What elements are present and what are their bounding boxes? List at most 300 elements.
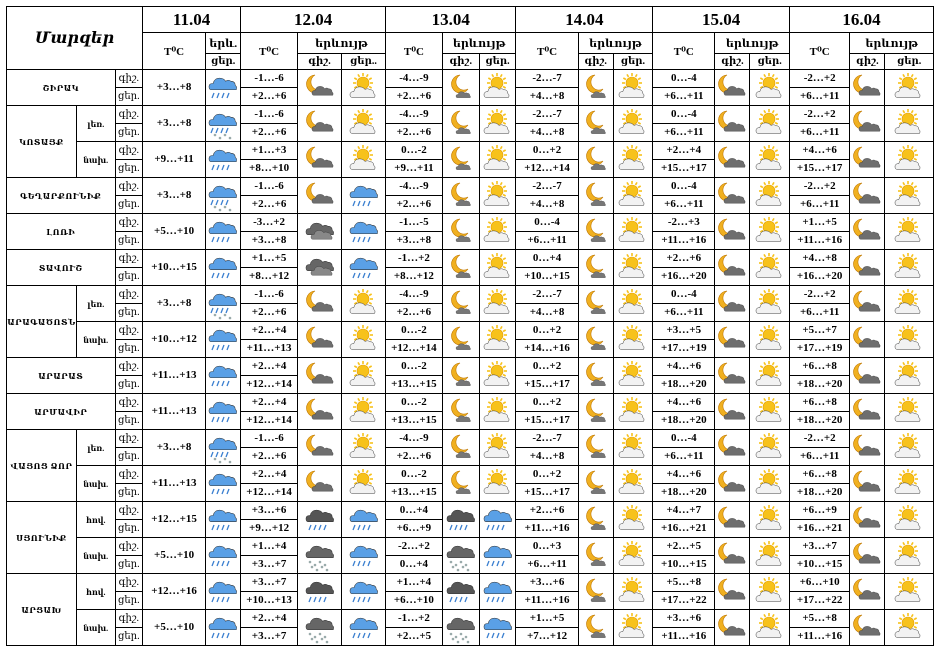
moon-cloud-icon xyxy=(850,466,885,502)
night-temp: +1…+5 xyxy=(789,214,849,232)
day-temp: +6…+11 xyxy=(653,124,715,142)
rain-light-icon xyxy=(206,322,241,358)
rain-light-icon xyxy=(342,178,386,214)
night-temp: +4…+6 xyxy=(653,358,715,376)
night-subheader: գիշ. xyxy=(850,54,885,70)
rain-light-icon xyxy=(342,250,386,286)
day-temp: +17…+19 xyxy=(789,340,849,358)
day-temp: +12…+14 xyxy=(516,160,578,178)
day-temp: +18…+20 xyxy=(653,484,715,502)
sun-cloud-icon xyxy=(885,250,934,286)
zone-name: նախ. xyxy=(76,610,115,646)
moon-cloud-icon xyxy=(298,178,342,214)
sun-cloud-icon xyxy=(613,394,653,430)
moon-cloud-icon xyxy=(715,250,750,286)
day-temp: +6…+11 xyxy=(653,88,715,106)
moon-icon xyxy=(578,502,613,538)
day-temp: +2…+6 xyxy=(241,448,298,466)
night-temp: +1…+4 xyxy=(386,574,443,592)
day-temp: +4…+8 xyxy=(516,448,578,466)
rain-light-icon xyxy=(206,394,241,430)
moon-icon xyxy=(578,286,613,322)
night-temp: +5…+8 xyxy=(653,574,715,592)
cloud-rain-dark-icon xyxy=(442,502,479,538)
moon-cloud-icon xyxy=(715,322,750,358)
night-temp: -1…-5 xyxy=(386,214,443,232)
day-temp: +15…+17 xyxy=(516,484,578,502)
day-temp: +3…+8 xyxy=(143,70,206,106)
sun-cloud-icon xyxy=(885,214,934,250)
region-name: ՏԱՎՈՒՇ xyxy=(7,250,116,286)
night-temp: -2…+3 xyxy=(653,214,715,232)
day-temp: +16…+21 xyxy=(653,520,715,538)
rain-light-icon xyxy=(342,502,386,538)
night-temp: 0…-4 xyxy=(653,430,715,448)
night-temp: +3…+7 xyxy=(789,538,849,556)
cloud-header: երևույթ xyxy=(578,33,653,54)
moon-cloud-icon xyxy=(298,70,342,106)
day-temp: +13…+15 xyxy=(386,412,443,430)
night-temp: +3…+6 xyxy=(516,574,578,592)
night-temp: -2…-7 xyxy=(516,430,578,448)
day-temp: +2…+6 xyxy=(241,196,298,214)
temp-header: T⁰C xyxy=(143,33,206,70)
sun-cloud-icon xyxy=(885,538,934,574)
moon-cloud-icon xyxy=(715,178,750,214)
night-temp: -1…-6 xyxy=(241,70,298,88)
temp-header: T⁰C xyxy=(653,33,715,70)
day-temp: +18…+20 xyxy=(789,412,849,430)
day-temp: +11…+16 xyxy=(653,628,715,646)
cloud-snow-icon xyxy=(298,538,342,574)
region-name: ԿՈՏԱՅՔ xyxy=(7,106,77,178)
day-temp: +6…+10 xyxy=(386,592,443,610)
night-temp: +6…+8 xyxy=(789,358,849,376)
forecast-row xyxy=(7,394,934,412)
moon-cloud-icon xyxy=(715,214,750,250)
day-temp: +17…+22 xyxy=(653,592,715,610)
day-temp: +4…+8 xyxy=(516,304,578,322)
night-temp: 0…+2 xyxy=(516,142,578,160)
sun-cloud-icon xyxy=(342,466,386,502)
night-row-label: գիշ. xyxy=(115,142,142,160)
cloud-snow-icon xyxy=(442,538,479,574)
day-temp: +2…+6 xyxy=(386,124,443,142)
date-header: 16.04 xyxy=(789,7,933,33)
day-row-label: ցեր. xyxy=(115,268,142,286)
moon-cloud-icon xyxy=(715,70,750,106)
night-temp: -1…+2 xyxy=(386,610,443,628)
day-temp: +12…+14 xyxy=(241,376,298,394)
day-temp: +6…+11 xyxy=(789,124,849,142)
night-temp: 0…+2 xyxy=(516,466,578,484)
cloud-header: երևույթ xyxy=(298,33,386,54)
day-row-label: ցեր. xyxy=(115,88,142,106)
day-temp: +13…+15 xyxy=(386,484,443,502)
moon-icon xyxy=(442,394,479,430)
sun-cloud-icon xyxy=(342,394,386,430)
sun-cloud-icon xyxy=(750,142,790,178)
moon-cloud-icon xyxy=(850,610,885,646)
moon-cloud-icon xyxy=(715,430,750,466)
cloud-header: երև. xyxy=(206,33,241,54)
moon-icon xyxy=(442,466,479,502)
temp-header: T⁰C xyxy=(386,33,443,70)
night-temp: -1…-6 xyxy=(241,286,298,304)
rain-light-icon xyxy=(342,610,386,646)
moon-cloud-icon xyxy=(850,430,885,466)
day-temp: +6…+9 xyxy=(386,520,443,538)
moon-icon xyxy=(442,430,479,466)
moon-icon xyxy=(578,142,613,178)
moon-icon xyxy=(442,286,479,322)
region-name: ԱՐԱԳԱԾՈՏՆ xyxy=(7,286,77,358)
night-temp: -2…+2 xyxy=(789,106,849,124)
day-temp: 0…+4 xyxy=(386,556,443,574)
sun-cloud-icon xyxy=(613,322,653,358)
day-temp: +3…+8 xyxy=(386,232,443,250)
day-temp: +6…+11 xyxy=(516,556,578,574)
sun-cloud-icon xyxy=(750,502,790,538)
day-temp: +18…+20 xyxy=(653,376,715,394)
sun-cloud-icon xyxy=(342,70,386,106)
sun-cloud-icon xyxy=(750,538,790,574)
day-temp: +6…+11 xyxy=(653,448,715,466)
moon-icon xyxy=(442,178,479,214)
moon-cloud-icon xyxy=(715,286,750,322)
sun-cloud-icon xyxy=(342,106,386,142)
moon-cloud-icon xyxy=(850,394,885,430)
sun-cloud-icon xyxy=(479,178,516,214)
moon-icon xyxy=(578,214,613,250)
moon-cloud-icon xyxy=(850,538,885,574)
day-temp: +16…+20 xyxy=(789,268,849,286)
night-temp: +4…+7 xyxy=(653,502,715,520)
sun-cloud-icon xyxy=(885,502,934,538)
day-temp: +18…+20 xyxy=(789,484,849,502)
region-name: ԱՐԱՐԱՏ xyxy=(7,358,116,394)
region-name: ԼՈՌԻ xyxy=(7,214,116,250)
region-name: ՇԻՐԱԿ xyxy=(7,70,116,106)
night-temp: 0…-2 xyxy=(386,142,443,160)
night-temp: +4…+6 xyxy=(653,394,715,412)
night-temp: 0…+2 xyxy=(516,322,578,340)
moon-cloud-icon xyxy=(850,286,885,322)
temp-header: T⁰C xyxy=(789,33,849,70)
zone-name: նախ. xyxy=(76,322,115,358)
night-temp: +5…+8 xyxy=(789,610,849,628)
sun-cloud-icon xyxy=(479,106,516,142)
night-subheader: գիշ. xyxy=(442,54,479,70)
sun-cloud-icon xyxy=(342,142,386,178)
moon-cloud-icon xyxy=(715,538,750,574)
rain-light-icon xyxy=(206,466,241,502)
day-subheader: ցեր. xyxy=(613,54,653,70)
sun-cloud-icon xyxy=(885,358,934,394)
day-temp: +16…+21 xyxy=(789,520,849,538)
day-temp: +2…+6 xyxy=(241,88,298,106)
night-temp: 0…+2 xyxy=(516,394,578,412)
day-temp: +6…+11 xyxy=(653,304,715,322)
day-temp: +6…+11 xyxy=(653,196,715,214)
night-row-label: գիշ. xyxy=(115,466,142,484)
forecast-row xyxy=(7,502,934,520)
day-temp: +6…+11 xyxy=(789,196,849,214)
day-temp: +7…+12 xyxy=(516,628,578,646)
day-temp: +3…+8 xyxy=(241,232,298,250)
zone-name: լեռ. xyxy=(76,286,115,322)
day-subheader: ցեր. xyxy=(750,54,790,70)
night-temp: 0…-2 xyxy=(386,394,443,412)
moon-icon xyxy=(578,394,613,430)
region-name: ԳԵՂԱՐՔՈՒՆԻՔ xyxy=(7,178,116,214)
night-temp: -3…+2 xyxy=(241,214,298,232)
moon-icon xyxy=(442,322,479,358)
night-row-label: գիշ. xyxy=(115,322,142,340)
night-temp: -1…-6 xyxy=(241,430,298,448)
cloud-rain-dark-icon xyxy=(298,574,342,610)
rain-light-icon xyxy=(479,574,516,610)
night-temp: +1…+5 xyxy=(241,250,298,268)
night-temp: +1…+3 xyxy=(241,142,298,160)
forecast-row xyxy=(7,610,934,628)
rain-light-icon xyxy=(206,502,241,538)
cloud-rain-dark-icon xyxy=(298,502,342,538)
day-temp: +2…+6 xyxy=(241,124,298,142)
day-temp: +17…+22 xyxy=(789,592,849,610)
night-temp: -4…-9 xyxy=(386,286,443,304)
day-temp: +6…+11 xyxy=(789,448,849,466)
forecast-row xyxy=(7,70,934,88)
sun-cloud-icon xyxy=(885,178,934,214)
day-temp: +2…+6 xyxy=(386,448,443,466)
day-temp: +11…+13 xyxy=(143,394,206,430)
day-temp: +11…+13 xyxy=(143,358,206,394)
day-subheader: ցեր. xyxy=(479,54,516,70)
moon-cloud-icon xyxy=(850,322,885,358)
moon-icon xyxy=(578,466,613,502)
day-row-label: ցեր. xyxy=(115,124,142,142)
sun-cloud-icon xyxy=(342,430,386,466)
day-temp: +2…+5 xyxy=(386,628,443,646)
date-header: 15.04 xyxy=(653,7,790,33)
moon-cloud-icon xyxy=(850,502,885,538)
moon-icon xyxy=(442,250,479,286)
sun-cloud-icon xyxy=(885,322,934,358)
day-temp: +2…+6 xyxy=(386,304,443,322)
forecast-row xyxy=(7,322,934,340)
night-row-label: գիշ. xyxy=(115,358,142,376)
temp-header: T⁰C xyxy=(241,33,298,70)
night-temp: +2…+4 xyxy=(241,394,298,412)
sun-cloud-icon xyxy=(750,214,790,250)
sun-cloud-icon xyxy=(750,70,790,106)
moon-cloud-icon xyxy=(298,358,342,394)
sun-cloud-icon xyxy=(342,358,386,394)
moon-icon xyxy=(578,250,613,286)
night-temp: 0…-4 xyxy=(516,214,578,232)
night-temp: +2…+4 xyxy=(241,322,298,340)
rain-light-icon xyxy=(342,538,386,574)
moon-icon xyxy=(578,106,613,142)
day-row-label: ցեր. xyxy=(115,628,142,646)
night-temp: -2…-7 xyxy=(516,106,578,124)
cloud-dark-icon xyxy=(298,214,342,250)
night-temp: -2…-7 xyxy=(516,286,578,304)
night-temp: -2…+2 xyxy=(789,178,849,196)
sun-cloud-icon xyxy=(613,70,653,106)
moon-icon xyxy=(578,178,613,214)
day-temp: +3…+8 xyxy=(143,286,206,322)
day-temp: +18…+20 xyxy=(789,376,849,394)
day-row-label: ցեր. xyxy=(115,484,142,502)
sun-cloud-icon xyxy=(750,178,790,214)
night-temp: 0…+3 xyxy=(516,538,578,556)
night-row-label: գիշ. xyxy=(115,106,142,124)
day-row-label: ցեր. xyxy=(115,520,142,538)
day-temp: +11…+13 xyxy=(143,466,206,502)
forecast-table xyxy=(6,6,934,646)
night-temp: 0…-4 xyxy=(653,178,715,196)
day-temp: +12…+15 xyxy=(143,502,206,538)
moon-cloud-icon xyxy=(850,178,885,214)
night-temp: +4…+6 xyxy=(789,142,849,160)
moon-icon xyxy=(442,214,479,250)
sun-cloud-icon xyxy=(885,142,934,178)
moon-icon xyxy=(442,106,479,142)
day-row-label: ցեր. xyxy=(115,376,142,394)
rain-light-icon xyxy=(342,214,386,250)
day-temp: +8…+12 xyxy=(241,268,298,286)
rain-light-icon xyxy=(206,70,241,106)
night-temp: +5…+7 xyxy=(789,322,849,340)
moon-cloud-icon xyxy=(715,610,750,646)
day-row-label: ցեր. xyxy=(115,160,142,178)
day-row-label: ցեր. xyxy=(115,304,142,322)
day-temp: +6…+11 xyxy=(789,88,849,106)
night-temp: +2…+4 xyxy=(653,142,715,160)
day-temp: +9…+11 xyxy=(143,142,206,178)
day-temp: +6…+11 xyxy=(789,304,849,322)
rain-light-icon xyxy=(206,358,241,394)
rain-light-icon xyxy=(206,610,241,646)
moon-icon xyxy=(442,142,479,178)
night-row-label: գիշ. xyxy=(115,250,142,268)
day-temp: +3…+7 xyxy=(241,628,298,646)
rain-light-icon xyxy=(479,502,516,538)
moon-icon xyxy=(578,574,613,610)
forecast-row xyxy=(7,214,934,232)
sun-cloud-icon xyxy=(479,286,516,322)
moon-cloud-icon xyxy=(850,142,885,178)
day-temp: +9…+12 xyxy=(241,520,298,538)
night-temp: -2…-7 xyxy=(516,70,578,88)
day-temp: +11…+16 xyxy=(789,628,849,646)
night-temp: -2…+2 xyxy=(789,70,849,88)
day-temp: +8…+12 xyxy=(386,268,443,286)
region-name: ՎԱՅՈՑ ՁՈՐ xyxy=(7,430,77,502)
sun-cloud-icon xyxy=(750,322,790,358)
moon-icon xyxy=(578,430,613,466)
moon-icon xyxy=(578,538,613,574)
night-temp: -2…-7 xyxy=(516,178,578,196)
night-temp: +1…+4 xyxy=(241,538,298,556)
day-temp: +10…+12 xyxy=(143,322,206,358)
sun-cloud-icon xyxy=(750,610,790,646)
day-temp: +4…+8 xyxy=(516,196,578,214)
moon-cloud-icon xyxy=(715,142,750,178)
night-subheader: գիշ. xyxy=(715,54,750,70)
forecast-row xyxy=(7,106,934,124)
forecast-row xyxy=(7,466,934,484)
moon-cloud-icon xyxy=(715,394,750,430)
zone-name: նախ. xyxy=(76,538,115,574)
night-temp: 0…+4 xyxy=(386,502,443,520)
forecast-row xyxy=(7,286,934,304)
snow-rain-icon xyxy=(206,286,241,322)
rain-light-icon xyxy=(206,574,241,610)
night-temp: -2…+2 xyxy=(789,286,849,304)
night-row-label: գիշ. xyxy=(115,286,142,304)
night-temp: +2…+6 xyxy=(516,502,578,520)
moon-cloud-icon xyxy=(850,70,885,106)
sun-cloud-icon xyxy=(479,70,516,106)
night-temp: +6…+8 xyxy=(789,466,849,484)
night-temp: +6…+8 xyxy=(789,394,849,412)
day-temp: +3…+7 xyxy=(241,556,298,574)
date-header: 14.04 xyxy=(516,7,653,33)
night-row-label: գիշ. xyxy=(115,502,142,520)
day-row-label: ցեր. xyxy=(115,556,142,574)
zone-name: լեռ. xyxy=(76,106,115,142)
cloud-snow-icon xyxy=(442,610,479,646)
night-temp: +1…+5 xyxy=(516,610,578,628)
snow-rain-icon xyxy=(206,178,241,214)
day-temp: +2…+6 xyxy=(241,304,298,322)
moon-cloud-icon xyxy=(298,322,342,358)
night-temp: +4…+8 xyxy=(789,250,849,268)
cloud-header: երևույթ xyxy=(850,33,934,54)
moon-cloud-icon xyxy=(715,106,750,142)
rain-light-icon xyxy=(479,610,516,646)
night-temp: -4…-9 xyxy=(386,106,443,124)
sun-cloud-icon xyxy=(885,106,934,142)
sun-cloud-icon xyxy=(885,574,934,610)
day-temp: +11…+16 xyxy=(516,520,578,538)
sun-cloud-icon xyxy=(613,574,653,610)
sun-cloud-icon xyxy=(885,430,934,466)
day-temp: +10…+15 xyxy=(653,556,715,574)
moon-cloud-icon xyxy=(850,574,885,610)
night-temp: -4…-9 xyxy=(386,178,443,196)
night-temp: +2…+4 xyxy=(241,610,298,628)
sun-cloud-icon xyxy=(750,394,790,430)
day-row-label: ցեր. xyxy=(115,448,142,466)
night-temp: +2…+6 xyxy=(653,250,715,268)
cloud-snow-icon xyxy=(298,610,342,646)
day-row-label: ցեր. xyxy=(115,412,142,430)
moon-icon xyxy=(578,70,613,106)
night-temp: +6…+9 xyxy=(789,502,849,520)
night-row-label: գիշ. xyxy=(115,538,142,556)
moon-cloud-icon xyxy=(298,466,342,502)
night-temp: +2…+4 xyxy=(241,358,298,376)
forecast-row xyxy=(7,178,934,196)
moon-cloud-icon xyxy=(715,502,750,538)
date-header: 11.04 xyxy=(143,7,241,33)
night-temp: -2…+2 xyxy=(386,538,443,556)
day-temp: +12…+14 xyxy=(241,484,298,502)
